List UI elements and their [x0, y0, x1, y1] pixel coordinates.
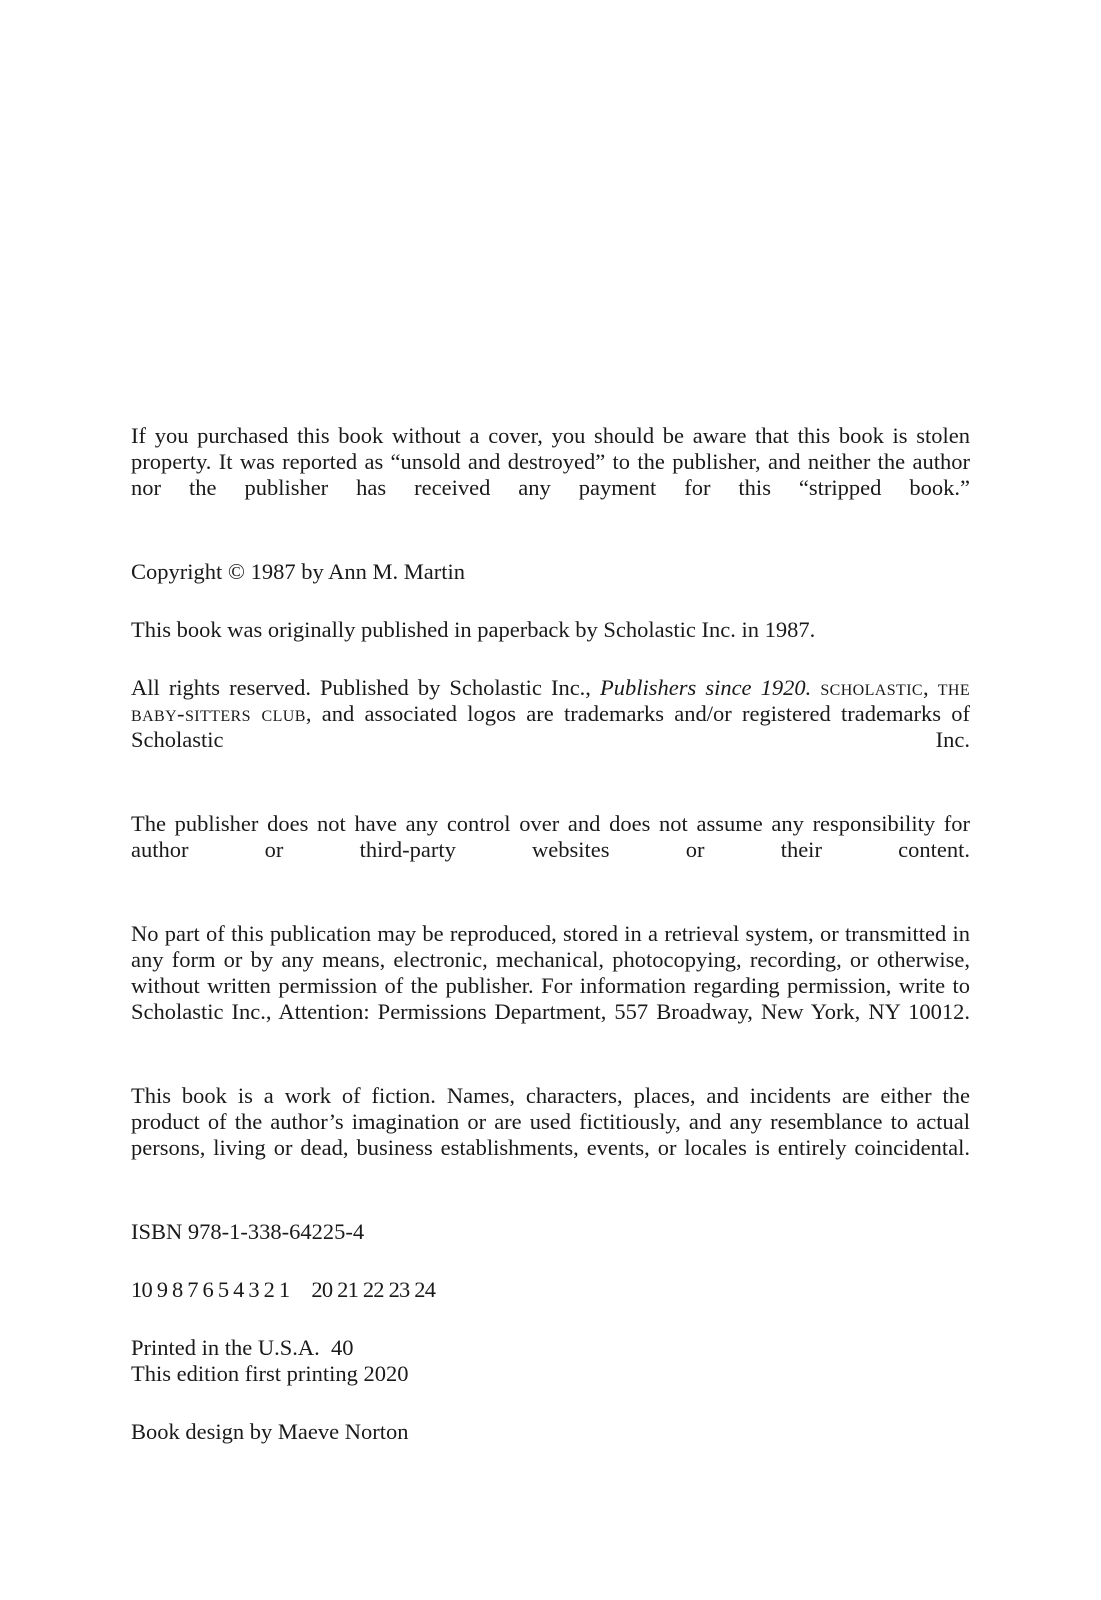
websites-disclaimer: The publisher does not have any control over and does not assume any responsibility for author or third-party websites or their content.	[131, 811, 970, 862]
trademark-baby-sitters-club: the baby-sitters club	[131, 675, 971, 726]
trademark-scholastic: scholastic	[820, 675, 924, 700]
fiction-disclaimer: This book is a work of fiction. Names, characters, places, and incidents are either the product of the author’s imagination or are used fictitiously, and any resemblance to actual persons, living or dead, business establishments, events, or locales is entirely coincidental.	[131, 1083, 970, 1160]
impression-numbers: 10 9 8 7 6 5 4 3 2 1	[131, 1277, 290, 1302]
printing-line	[131, 1277, 970, 1303]
edition-note: This edition first printing 2020	[131, 1361, 409, 1386]
original-publication-note: This book was originally published in paperback by Scholastic Inc. in 1987.	[131, 617, 816, 642]
design-credit: Book design by Maeve Norton	[131, 1419, 409, 1444]
printing-years: 20 21 22 23 24	[311, 1277, 436, 1302]
printed-in: Printed in the U.S.A. 40	[131, 1335, 354, 1360]
publisher-tagline: Publishers since 1920.	[600, 675, 812, 700]
reproduction-notice: No part of this publication may be reproduced, stored in a retrieval system, or transmitted in any form or by any means, electronic, mechanical, photocopying, recording, or otherwise, without written permission of the publisher. For information regarding permission, write to Scholastic Inc., Attention: Permissions Department, 557 Broadway, New York, NY 10012.	[131, 921, 970, 1024]
rights-separator: ,	[923, 675, 938, 700]
copyright-text-block	[131, 423, 970, 1477]
rights-prefix: All rights reserved. Published by Scholastic Inc.,	[131, 675, 600, 700]
copyright-line: Copyright © 1987 by Ann M. Martin	[131, 559, 465, 584]
rights-suffix: , and associated logos are trademarks and/or registered trademarks of Scholastic Inc.	[131, 701, 970, 752]
isbn: ISBN 978-1-338-64225-4	[131, 1219, 365, 1244]
stripped-book-notice: If you purchased this book without a cover, you should be aware that this book is stolen property. It was reported as “unsold and destroyed” to the publisher, and neither the author nor the publisher has received any payment for this “stripped book.”	[131, 423, 970, 500]
rights-reserved-notice	[131, 675, 970, 779]
printing-info	[131, 1335, 970, 1387]
